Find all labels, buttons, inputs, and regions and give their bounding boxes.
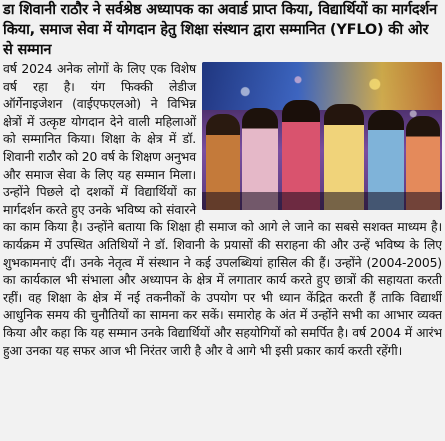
award-ceremony-photo	[202, 62, 442, 210]
article-body	[3, 60, 442, 359]
stage-floor	[202, 192, 442, 210]
article-paragraph: वर्ष 2024 अनेक लोगों के लिए एक विशेष वर्ष रहा है। यंग फिक्की लेडीज ऑर्गेनाइजेशन (वाईएफएलओ) ने विभिन्न क्षेत्रों में उत्कृष्ट योगदान देने वाली महिलाओं को सम्मानित किया। शिक्षा के क्षेत्र में डॉ. शिवानी राठौर को 20 वर्ष के शिक्षण अनुभव और समाज सेवा के लिए यह सम्मान मिला। उन्होंने पिछले दो दशकों में विद्यार्थियों का मार्गदर्शन करते हुए उनके भविष्य को संवारने का काम किया है। उन्होंने बताया कि शिक्षा ही समाज को आगे ले जाने का सबसे सशक्त माध्यम है। कार्यक्रम में उपस्थित अतिथियों ने डॉ. शिवानी के प्रयासों की सराहना की और उन्हें भविष्य के लिए शुभकामनाएं दीं। उनके नेतृत्व में संस्थान ने कई उपलब्धियां हासिल की हैं। उन्होंने (2004-2005) का कार्यकाल भी संभाला और अध्यापन के क्षेत्र में लगातार कार्य करते हुए छात्रों की सहायता करती रहीं। वह शिक्षा के क्षेत्र में नई तकनीकों के उपयोग पर भी ध्यान केंद्रित करती हैं ताकि विद्यार्थी आधुनिक समय की चुनौतियों का सामना कर सकें। समारोह के अंत में उन्होंने सभी का आभार व्यक्त किया और कहा कि यह सम्मान उनके विद्यार्थियों और सहयोगियों को समर्पित है। वर्ष 2004 में आरंभ हुआ उनका यह सफर आज भी निरंतर जारी है और वे आगे भी इसी प्रकार कार्य करती रहेंगी।	[3, 61, 442, 358]
article-headline: डा शिवानी राठौर ने सर्वश्रेष्ठ अध्यापक का अवार्ड प्राप्त किया, विद्यार्थियों का मार्गदर्शन किया, समाज सेवा में योगदान हेतु शिक्षा संस्थान द्वारा सम्मानित (YFLO) की ओर से सम्मान	[3, 2, 437, 58]
